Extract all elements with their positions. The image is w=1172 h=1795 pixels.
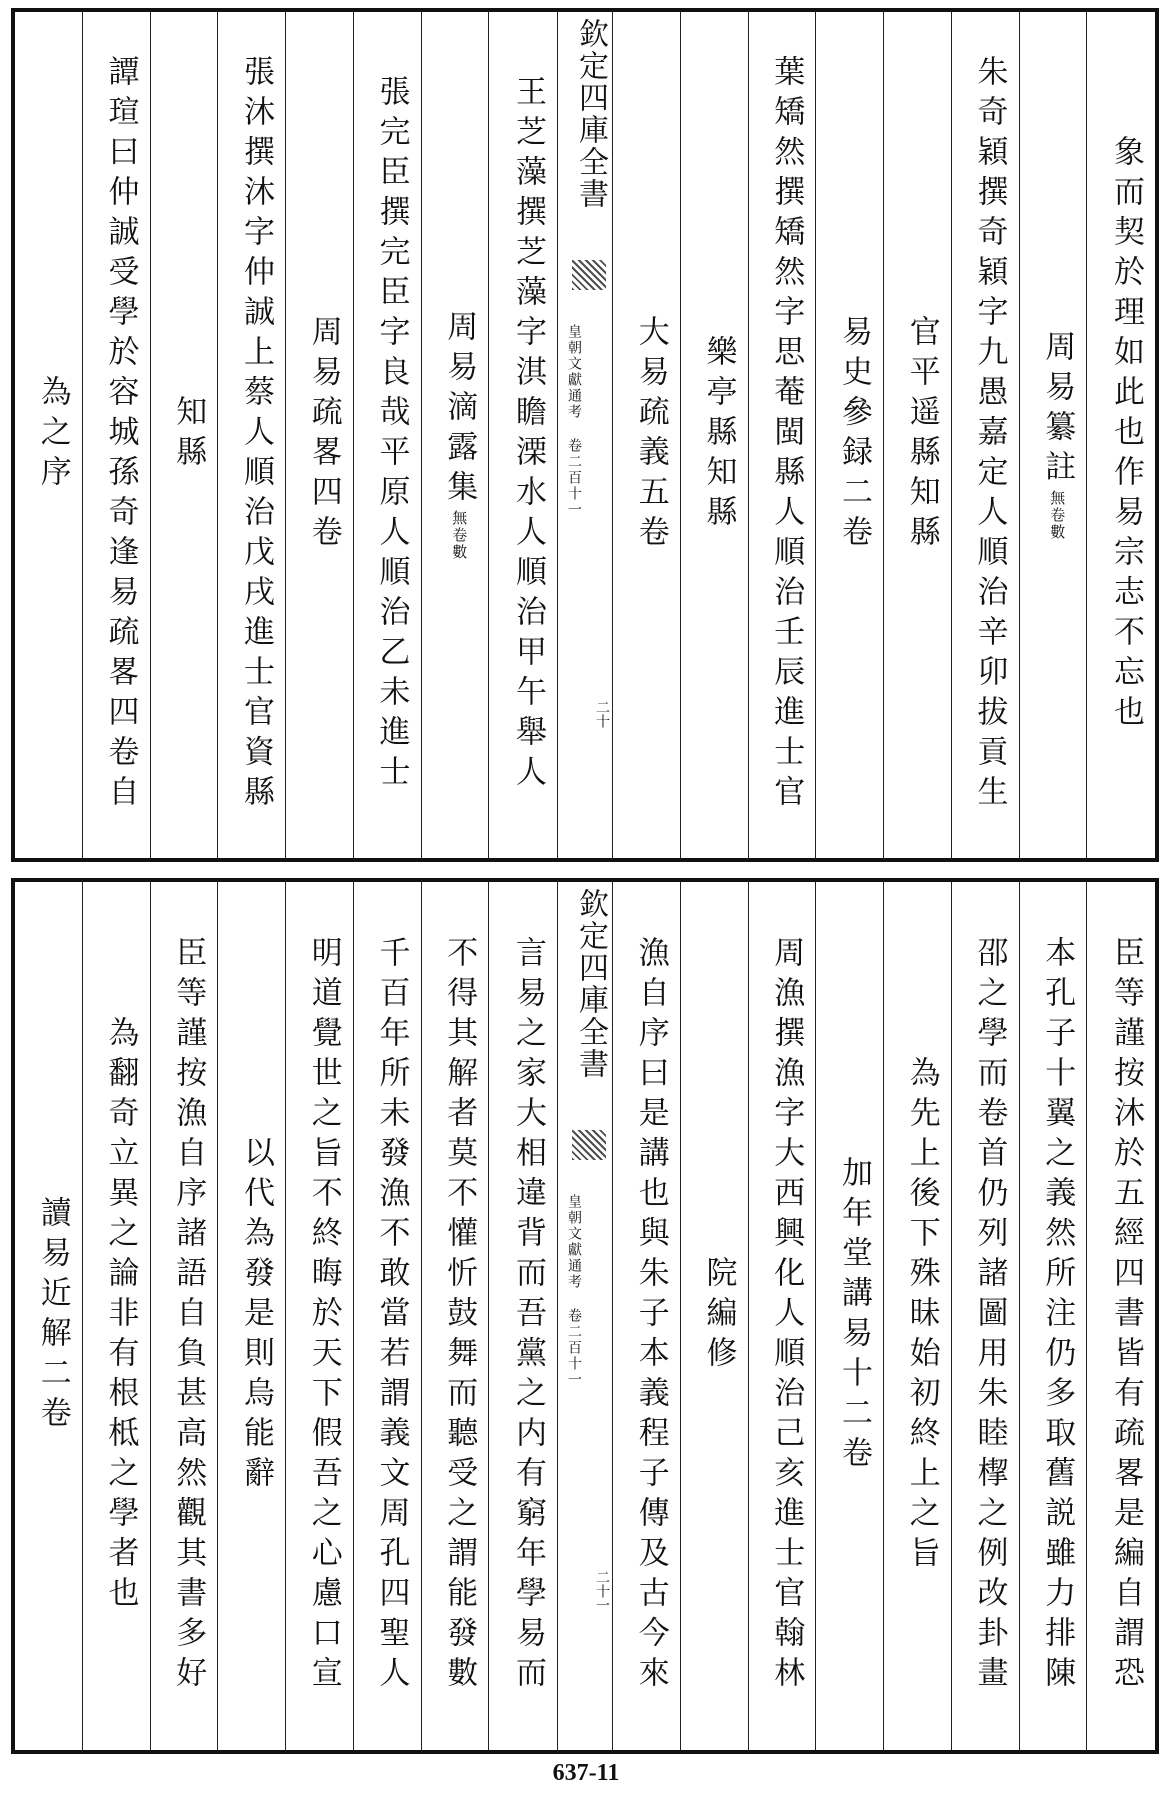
top-column-r8-text: 大易疏義五卷 bbox=[632, 315, 669, 555]
top-gutter-source: 皇朝文獻通考 卷二百十一 bbox=[566, 324, 582, 518]
top-column-r5-text: 易史參録二卷 bbox=[836, 315, 872, 555]
top-column-l3 bbox=[354, 12, 422, 858]
bottom-column-r3 bbox=[952, 882, 1020, 1750]
top-column-l2-note: 無卷數 bbox=[450, 509, 469, 561]
bottom-column-l5-text: 以代為發是則烏能辭 bbox=[238, 1136, 274, 1496]
top-column-l1 bbox=[489, 12, 557, 858]
bottom-column-l3 bbox=[354, 882, 422, 1750]
bottom-column-r2 bbox=[1020, 882, 1088, 1750]
fish-tail-mark bbox=[572, 1130, 606, 1160]
fish-tail-mark bbox=[572, 260, 606, 290]
top-gutter-page-number: 二十 bbox=[594, 700, 610, 728]
top-column-l4 bbox=[286, 12, 354, 858]
bottom-column-r3-text: 邵之學而卷首仍列諸圖用朱睦㮮之例改卦畫 bbox=[971, 936, 1008, 1696]
bottom-column-r6-text: 周漁撰漁字大西興化人順治己亥進士官翰林 bbox=[768, 936, 805, 1696]
bottom-column-l1-text: 言易之家大相違背而吾黨之内有窮年學易而 bbox=[510, 936, 546, 1696]
top-column-r6-text: 葉矯然撰矯然字思菴閩縣人順治壬辰進士官 bbox=[768, 55, 805, 815]
bottom-column-r1 bbox=[1087, 882, 1155, 1750]
bottom-column-r5 bbox=[816, 882, 884, 1750]
bottom-column-r8 bbox=[613, 882, 681, 1750]
top-column-l4-text: 周易疏畧四卷 bbox=[305, 315, 342, 555]
top-column-l6-text: 知縣 bbox=[170, 395, 207, 475]
top-column-r5 bbox=[816, 12, 884, 858]
top-column-r1-text: 象而契於理如此也作易宗志不忘也 bbox=[1108, 135, 1144, 735]
bottom-gutter-page-number: 二十一 bbox=[594, 1570, 610, 1612]
top-column-r1 bbox=[1087, 12, 1155, 858]
top-column-r6 bbox=[749, 12, 817, 858]
top-column-r3-text: 朱奇穎撰奇穎字九愚嘉定人順治辛卯拔貢生 bbox=[971, 55, 1008, 815]
top-column-r8 bbox=[613, 12, 681, 858]
top-column-l2 bbox=[422, 12, 490, 858]
bottom-page-frame bbox=[11, 878, 1159, 1754]
bottom-column-l7 bbox=[83, 882, 151, 1750]
bottom-column-l4-text: 明道覺世之旨不終晦於天下假吾之心慮口宣 bbox=[305, 936, 342, 1696]
top-column-l8-text: 為之序 bbox=[34, 375, 71, 495]
top-column-r2 bbox=[1020, 12, 1088, 858]
bottom-column-r1-text: 臣等謹按沐於五經四書皆有疏畧是編自謂恐 bbox=[1108, 936, 1144, 1696]
bottom-column-l8-text: 讀易近解二卷 bbox=[34, 1196, 71, 1436]
bottom-column-r7 bbox=[681, 882, 749, 1750]
bottom-gutter-title: 欽定四庫全書 bbox=[573, 888, 608, 1080]
bottom-column-l2 bbox=[422, 882, 490, 1750]
top-column-r2-note: 無卷數 bbox=[1048, 489, 1067, 541]
top-column-r7-text: 樂亭縣知縣 bbox=[700, 335, 737, 535]
bottom-column-r8-text: 漁自序曰是講也與朱子本義程子傳及古今來 bbox=[632, 936, 669, 1696]
bottom-column-r5-text: 加年堂講易十二卷 bbox=[836, 1156, 872, 1476]
top-column-r4-text: 官平遥縣知縣 bbox=[903, 315, 940, 555]
bottom-column-l5 bbox=[218, 882, 286, 1750]
top-column-l5-text: 張沐撰沐字仲誠上蔡人順治戊戌進士官資縣 bbox=[238, 55, 274, 815]
bottom-column-l6 bbox=[151, 882, 219, 1750]
top-column-l5 bbox=[218, 12, 286, 858]
top-column-l7-text: 譚瑄曰仲誠受學於容城孫奇逢易疏畧四卷自 bbox=[102, 55, 139, 815]
bottom-column-r4 bbox=[884, 882, 952, 1750]
top-column-r4 bbox=[884, 12, 952, 858]
top-column-l6 bbox=[151, 12, 219, 858]
bottom-column-l7-text: 為翻奇立異之論非有根柢之學者也 bbox=[102, 1016, 139, 1616]
top-column-l7 bbox=[83, 12, 151, 858]
bottom-column-l8 bbox=[15, 882, 83, 1750]
bottom-column-l6-text: 臣等謹按漁自序諸語自負甚高然觀其書多好 bbox=[170, 936, 207, 1696]
bottom-column-l1 bbox=[489, 882, 557, 1750]
top-column-l8 bbox=[15, 12, 83, 858]
bottom-column-r6 bbox=[749, 882, 817, 1750]
bottom-column-r4-text: 為先上後下殊昧始初終上之旨 bbox=[903, 1056, 940, 1576]
top-gutter bbox=[557, 12, 613, 858]
bottom-column-r2-text: 本孔子十翼之義然所注仍多取舊説雖力排陳 bbox=[1039, 936, 1076, 1696]
top-column-r3 bbox=[952, 12, 1020, 858]
bottom-column-l3-text: 千百年所未發漁不敢當若謂義文周孔四聖人 bbox=[373, 936, 410, 1696]
bottom-gutter bbox=[557, 882, 613, 1750]
footer-page-number: 637-11 bbox=[552, 1760, 620, 1786]
bottom-column-l2-text: 不得其解者莫不懽忻鼓舞而聽受之謂能發數 bbox=[441, 936, 478, 1696]
top-column-l3-text: 張完臣撰完臣字良哉平原人順治乙未進士 bbox=[373, 75, 410, 795]
top-page-frame bbox=[11, 8, 1159, 862]
bottom-column-r7-text: 院編修 bbox=[700, 1256, 737, 1376]
top-column-r2-text: 周易纂註 bbox=[1039, 329, 1076, 490]
top-column-l2-text: 周易滴露集 bbox=[441, 309, 478, 510]
bottom-column-l4 bbox=[286, 882, 354, 1750]
bottom-gutter-source: 皇朝文獻通考 卷二百十一 bbox=[566, 1194, 582, 1388]
top-column-r7 bbox=[681, 12, 749, 858]
top-gutter-title: 欽定四庫全書 bbox=[573, 18, 608, 210]
top-column-l1-text: 王芝藻撰芝藻字淇瞻溧水人順治甲午舉人 bbox=[510, 75, 546, 795]
